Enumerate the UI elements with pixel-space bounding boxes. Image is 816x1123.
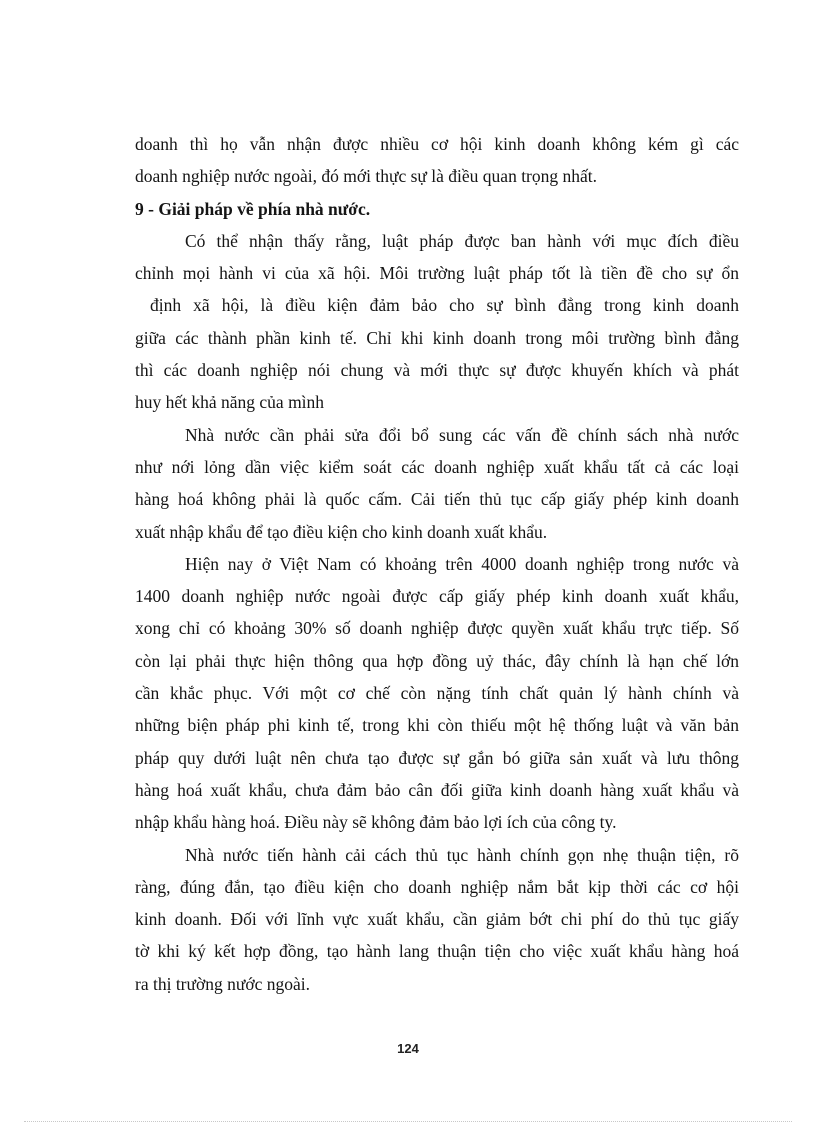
text-line: cần khắc phục. Với một cơ chế còn nặng tính chất quản lý hành chính và	[135, 683, 739, 704]
text-line: hàng hoá xuất khẩu, chưa đảm bảo cân đối giữa kinh doanh hàng xuất khẩu và	[135, 779, 739, 800]
text-line: còn lại phải thực hiện thông qua hợp đồng uỷ thác, đây chính là hạn chế lớn	[135, 650, 739, 671]
text-line: chỉnh mọi hành vi của xã hội. Môi trường luật pháp tốt là tiền đề cho sự ổn	[135, 263, 739, 284]
text-line: Có thể nhận thấy rằng, luật pháp được ban hành với mục đích điều	[185, 230, 739, 251]
text-line: xong chỉ có khoảng 30% số doanh nghiệp được quyền xuất khẩu trực tiếp. Số	[135, 618, 739, 639]
text-line: như nới lỏng dần việc kiểm soát các doanh nghiệp xuất khẩu tất cả các loại	[135, 456, 739, 477]
text-line: xuất nhập khẩu để tạo điều kiện cho kinh doanh xuất khẩu.	[135, 521, 548, 542]
text-line: Nhà nước tiến hành cải cách thủ tục hành chính gọn nhẹ thuận tiện, rõ	[185, 844, 739, 865]
text-line: ràng, đúng đắn, tạo điều kiện cho doanh nghiệp nắm bắt kịp thời các cơ hội	[135, 876, 739, 897]
text-line: định xã hội, là điều kiện đảm bảo cho sự bình đẳng trong kinh doanh	[150, 295, 739, 316]
text-line: huy hết khả năng của mình	[135, 392, 325, 413]
text-line: tờ khi ký kết hợp đồng, tạo hành lang thuận tiện cho việc xuất khẩu hàng hoá	[135, 941, 739, 962]
text-line: những biện pháp phi kinh tế, trong khi còn thiếu một hệ thống luật và văn bản	[135, 715, 739, 736]
text-line: doanh thì họ vẫn nhận được nhiều cơ hội kinh doanh không kém gì các	[135, 134, 739, 154]
page-number: 124	[397, 1041, 419, 1056]
body-text	[135, 128, 739, 1000]
text-line: thì các doanh nghiệp nói chung và mới thực sự được khuyến khích và phát	[135, 360, 739, 381]
section-heading: 9 - Giải pháp về phía nhà nước.	[135, 198, 371, 219]
text-line: doanh nghiệp nước ngoài, đó mới thực sự là điều quan trọng nhất.	[135, 166, 598, 187]
text-line: kinh doanh. Đối với lĩnh vực xuất khẩu, cần giảm bớt chi phí do thủ tục giấy	[135, 909, 739, 930]
text-line: giữa các thành phần kinh tế. Chỉ khi kinh doanh trong môi trường bình đẳng	[135, 327, 739, 348]
text-line: Nhà nước cần phải sửa đổi bổ sung các vấn đề chính sách nhà nước	[185, 424, 739, 445]
text-line: Hiện nay ở Việt Nam có khoảng trên 4000 doanh nghiệp trong nước và	[185, 553, 739, 574]
text-line: pháp quy dưới luật nên chưa tạo được sự gắn bó giữa sản xuất và lưu thông	[135, 747, 739, 768]
page-edge-divider	[24, 1121, 792, 1122]
text-line: nhập khẩu hàng hoá. Điều này sẽ không đảm bảo lợi ích của công ty.	[135, 812, 617, 833]
text-line: hàng hoá không phải là quốc cấm. Cải tiến thủ tục cấp giấy phép kinh doanh	[135, 489, 739, 510]
text-line: 1400 doanh nghiệp nước ngoài được cấp giấy phép kinh doanh xuất khẩu,	[135, 586, 739, 607]
text-line: ra thị trường nước ngoài.	[135, 973, 311, 994]
